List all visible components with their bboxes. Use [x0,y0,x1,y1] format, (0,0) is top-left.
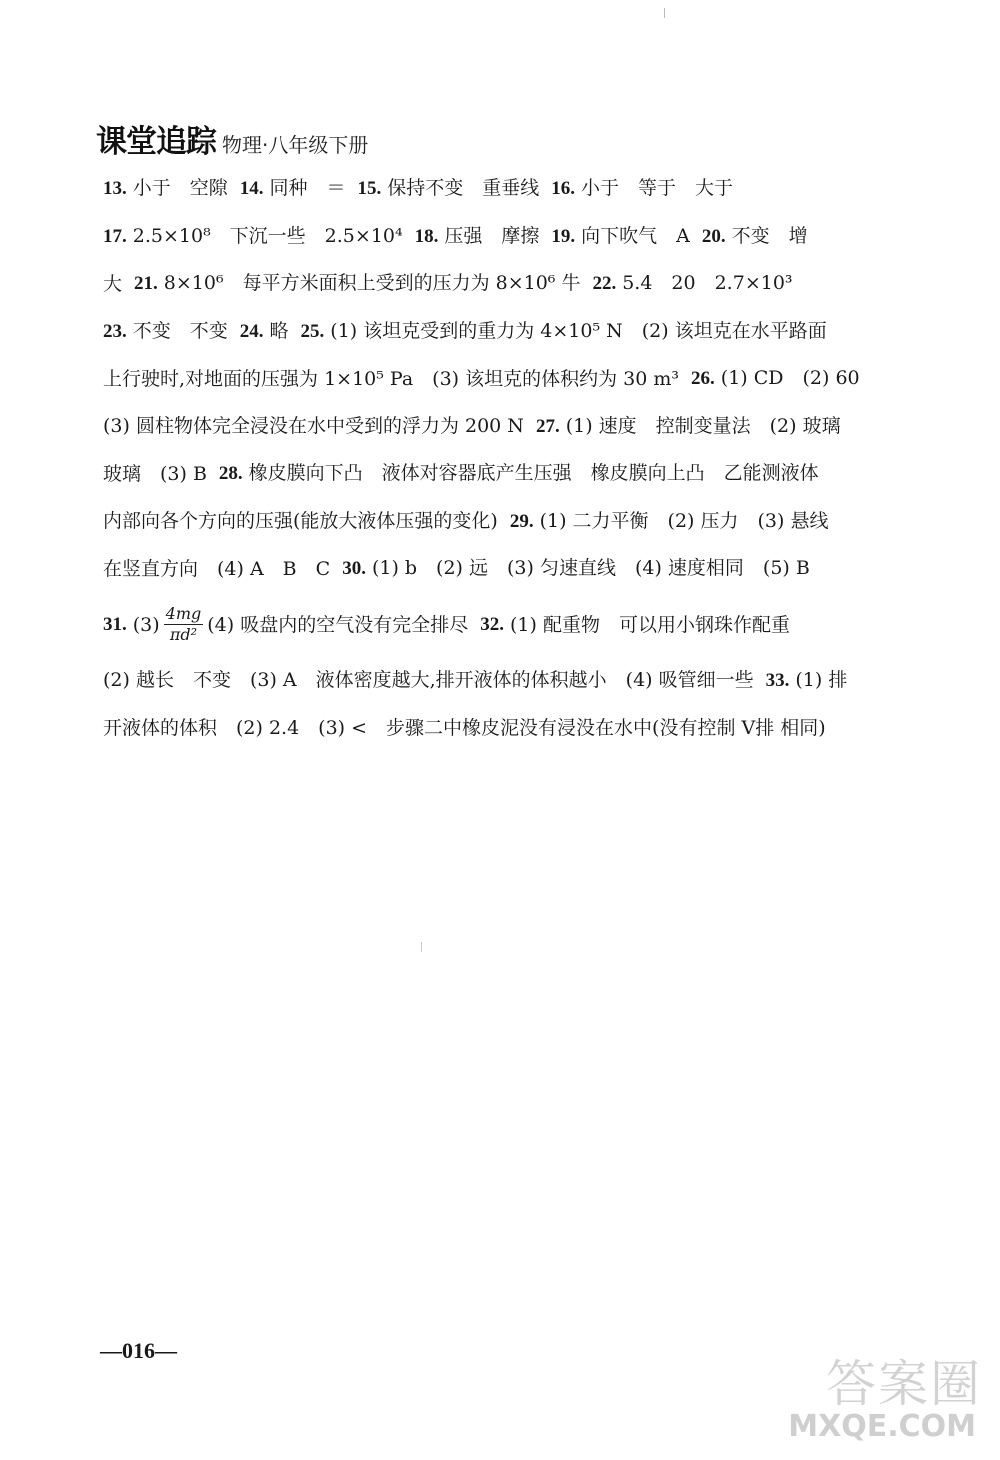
page-number: —016— [100,1338,177,1363]
answer-segment [103,359,679,399]
answer-segment [691,358,860,399]
question-number: 23. [103,320,127,342]
answer-text: 小于 空隙 [132,177,228,200]
answer-line [103,545,923,593]
answer-segment [766,660,848,701]
answer-lines [103,657,923,752]
answer-text: (1) 配重物 可以用小钢珠作配重 [509,613,790,636]
question-number: 29. [509,510,534,532]
question-number: 27. [535,415,560,437]
answer-text: (4) 吸盘内的空气没有完全排尽 [207,613,469,636]
answer-line [103,165,923,213]
answer-lines [103,165,923,593]
answer-line [103,213,923,261]
answer-segment [240,168,346,209]
answer-segment [219,453,819,494]
watermark-url: MXQE.COM [788,1409,976,1444]
answer-line [103,308,923,356]
answer-line [103,704,923,752]
answer-line-31 [103,593,923,657]
answer-segment [510,501,829,542]
answer-text: (1) 速度 控制变量法 (2) 玻璃 [565,414,841,437]
answer-segment [103,264,122,304]
question-number: 19. [551,225,576,247]
fraction-denominator: πd² [169,625,198,644]
question-number: 15. [357,178,382,200]
answer-text: (1) 该坦克受到的重力为 4×10⁵ N (2) 该坦克在水平路面 [330,319,827,342]
answer-text: 5.4 20 2.7×10³ [622,272,793,295]
question-number: 16. [551,178,576,200]
answer-segment [301,311,827,352]
answer-segment [342,548,810,589]
answer-segment [536,406,841,447]
question-number: 33. [765,669,790,691]
answer-text: (3) 圆柱物体完全浸没在水中受到的浮力为 200 N [103,415,524,438]
answer-text: 8×10⁶ 每平方米面积上受到的压力为 8×10⁶ 牛 [163,272,581,295]
question-number: 25. [300,320,325,342]
subject-title: 物理·八年级下册 [222,133,369,157]
scan-mark [664,8,665,18]
answer-line [103,355,923,403]
question-number: 31. [103,613,127,635]
question-number: 22. [592,273,617,295]
answer-line [103,260,923,308]
answer-text: (3) [132,613,160,636]
answer-text: 小于 等于 大于 [581,177,734,200]
answer-text: (1) 排 [795,668,848,691]
answer-segment [103,311,228,352]
question-number: 32. [480,613,504,635]
answer-line [103,403,923,451]
answer-text: 2.5×10⁸ 下沉一些 2.5×10⁴ [132,224,403,247]
answer-segment [103,549,330,589]
answer-segment [551,216,689,257]
question-number: 18. [414,225,439,247]
answer-text: 向下吹气 A [581,224,690,247]
answer-text: 不变 增 [731,224,808,247]
question-number: 13. [103,178,127,200]
answer-text: 在竖直方向 (4) A B C [103,557,331,580]
question-number: 21. [134,273,158,295]
watermark-logo: 答案圈 [826,1355,982,1413]
answer-segment [134,263,580,304]
answer-segment [103,216,403,257]
answer-segment [103,501,498,541]
answer-text: (1) 二力平衡 (2) 压力 (3) 悬线 [539,509,829,532]
question-number: 28. [218,463,243,485]
answer-segment [103,454,207,494]
question-number: 30. [342,558,366,580]
answer-text: 玻璃 (3) B [103,462,207,485]
answer-line [103,450,923,498]
answer-segment [358,168,540,209]
answer-text: 压强 摩擦 [444,224,540,247]
answer-segment [592,263,792,304]
fraction [164,604,204,645]
answer-segment [103,168,228,209]
answer-text: 开液体的体积 (2) 2.4 (3) < 步骤二中橡皮泥没有浸没在水中(没有控制 V排 相同) [103,716,826,739]
answer-line [103,498,923,546]
answer-text: 略 [269,319,289,342]
answer-text: 不变 不变 [132,319,228,342]
answer-segment [103,406,524,446]
answer-text: 保持不变 重垂线 [387,177,540,200]
brand-title: 课堂追踪 [96,124,216,160]
watermark [742,1342,982,1452]
answer-segment [240,311,289,352]
answer-segment [103,708,826,748]
answer-segment [551,168,733,209]
answer-text: 大 [103,272,123,295]
answer-segment [702,216,808,257]
page-header [96,116,368,161]
question-number: 14. [239,178,264,200]
question-number: 24. [239,320,264,342]
fraction-numerator: 4mg [165,604,202,623]
question-number: 26. [691,368,715,390]
answer-segment [415,216,540,257]
answer-line [103,657,923,705]
scan-mark [421,942,422,952]
answer-text: (1) CD (2) 60 [720,367,860,390]
question-number: 20. [701,225,726,247]
answer-content [103,165,923,752]
answer-text: (2) 越长 不变 (3) A 液体密度越大,排开液体的体积越小 (4) 吸管细一些 [103,669,754,692]
question-number: 17. [103,225,127,247]
answer-text: 上行驶时,对地面的压强为 1×10⁵ Pa (3) 该坦克的体积约为 30 m³ [103,367,680,390]
answer-text: (1) b (2) 远 (3) 匀速直线 (4) 速度相同 (5) B [371,557,810,580]
answer-text: 内部向各个方向的压强(能放大液体压强的变化) [103,510,498,533]
answer-text: 橡皮膜向下凸 液体对容器底产生压强 橡皮膜向上凸 乙能测液体 [248,462,819,485]
answer-segment [103,660,754,700]
answer-text: 同种 ＝ [269,177,346,200]
